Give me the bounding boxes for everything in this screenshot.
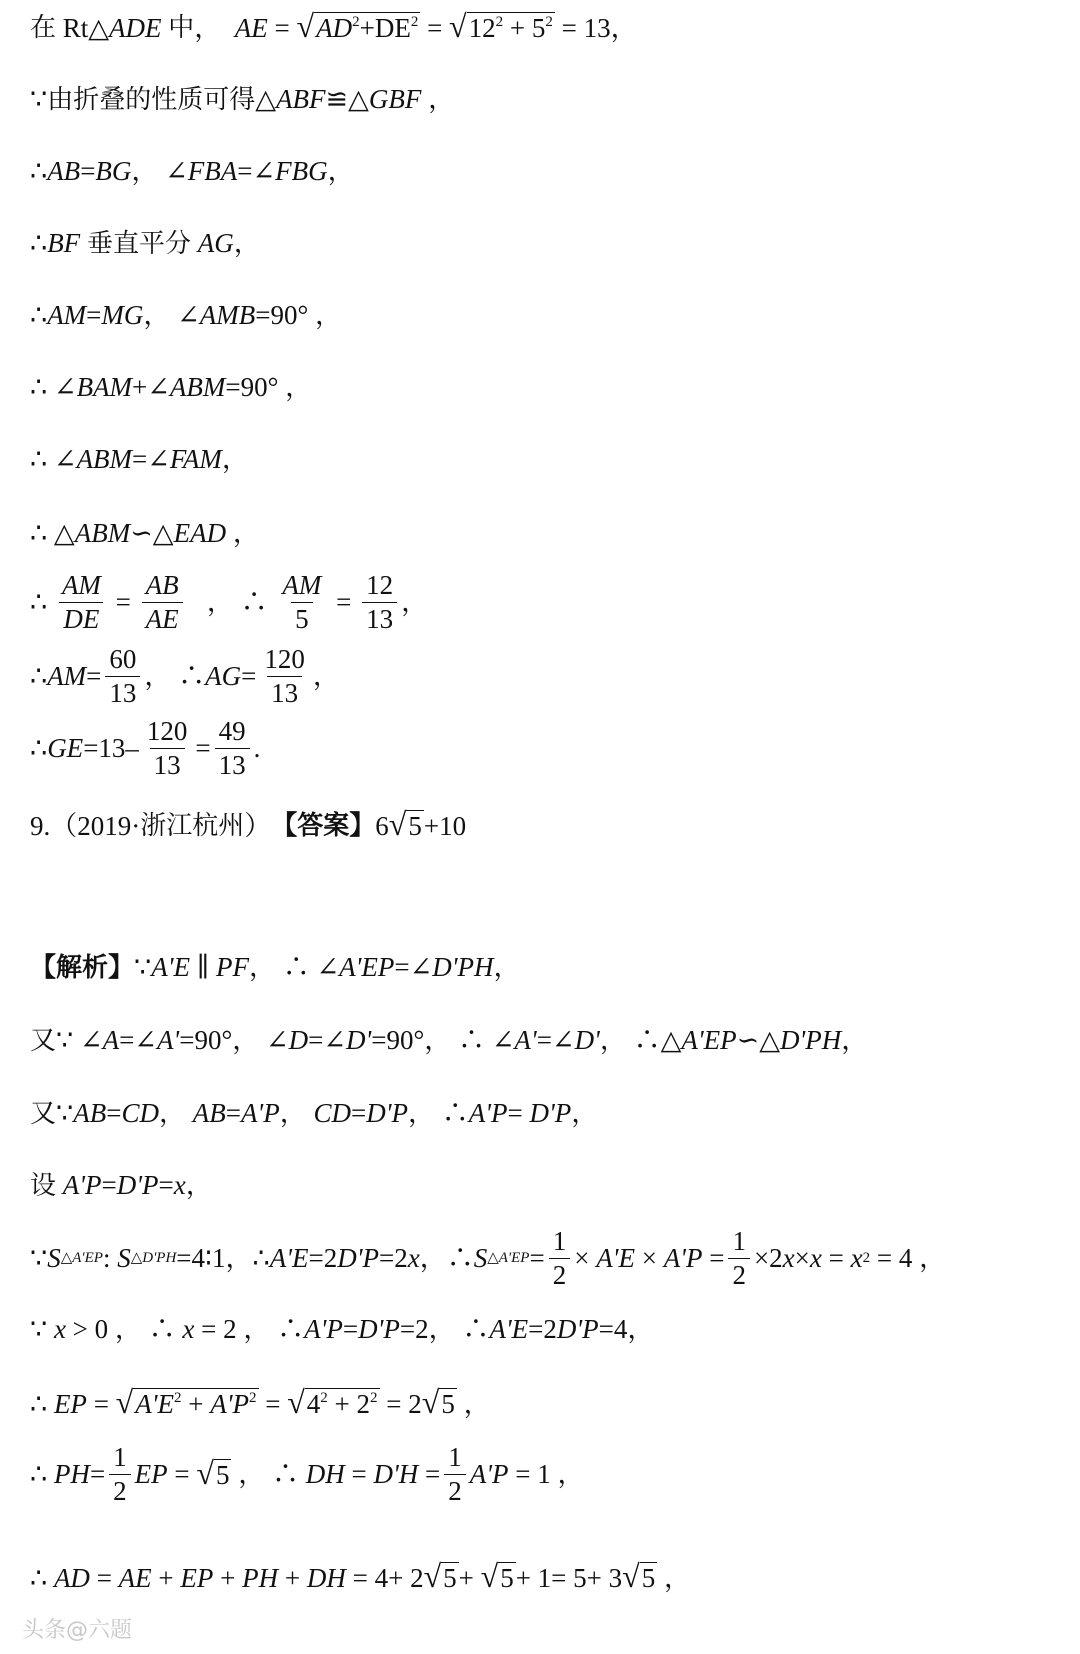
line-fold-congruent: ∵ 由折叠的性质可得 △ ABF ≌△ GBF ，	[30, 84, 456, 115]
line-am-mg: ∴ AM = MG ， ∠ AMB =90° ，	[30, 300, 343, 330]
line-ge-value: ∴ GE =13– $\frac{120}{13}$ = $\frac{49}{13}$ .	[30, 716, 261, 780]
line-angle-equal: ∴ ∠ ABM =∠ FAM ，	[30, 444, 249, 474]
line-am-ag-values: ∴ AM = $\frac{60}{13}$ ， ∴ AG = $\frac{120}{13}$ ，	[30, 644, 340, 708]
watermark-text: 头条@六题	[22, 1618, 133, 1643]
line-right-angles: 又 ∵ ∠ A =∠ A' =90°， ∠ D =∠ D' =90°， ∴ ∠ A' =∠ D' ， ∴△ A'EP ∽△ D'PH ，	[30, 1025, 869, 1056]
line-equal-sides: 又 ∵ AB = CD ， AB = A'P ， CD = D'P ， ∴ A'P = D'P ，	[30, 1098, 599, 1129]
line-x-value: ∵ x > 0 ， ∴ x = 2 ， ∴ A'P = D'P =2， ∴ A'E =2 D'P =4，	[30, 1314, 655, 1344]
line-let-x: 设 A'P = D'P = x ，	[30, 1170, 213, 1201]
line-bf-bisects: ∴ BF 垂直平分 AG ，	[30, 228, 261, 259]
line-ratio: ∴ $\frac{AM}{DE}$ = $\frac{AB}{AE}$ ， ∴ $\frac{AM}{5}$ = $\frac{12}{13}$ ，	[30, 570, 429, 634]
line-ph-dh: ∴ PH = $\frac{1}{2}$ EP = √ 5 ， ∴ DH = D'H = $\frac{1}{2}$ A'P = 1 ，	[30, 1442, 585, 1506]
line-angle-sum: ∴ ∠ BAM +∠ ABM =90° ，	[30, 372, 313, 402]
line-ab-bg: ∴ AB = BG ， ∠ FBA =∠ FBG ，	[30, 156, 355, 186]
line-analysis-start: 【解析】 ∵ A'E ∥ PF ， ∴ ∠ A'EP =∠ D'PH ，	[30, 952, 521, 983]
line-pythagoras-ae: 在 Rt△ ADE 中 ， AE = √ $AD^2+DE^2$ = √ $12^2 + 5^2$ = 13，	[30, 8, 638, 44]
line-similar: ∴ △ ABM ∽△ EAD ，	[30, 518, 260, 548]
line-ad-total: ∴ AD = AE + EP + PH + DH = 4+ 2 √ 5 + √ 5 + 1= 5+ 3 √ 5 ，	[30, 1558, 691, 1594]
line-area-ratio: ∵ S △A'EP : S △D'PH =4∶1，∴ A'E =2 D'P =2 x ，∴ S △A'EP = $\frac{1}{2}$ × A'E × A'P = $\frac{1}{2}$ ×2 x × x = x 2 = 4 ，	[30, 1226, 947, 1290]
line-ep-value: ∴ EP = √ $A'E^2 + A'P^2$ = √ $4^2 + 2^2$ = 2 √ 5 ，	[30, 1384, 491, 1420]
line-q9-answer: 9.（2019· 浙江杭州 ） 【答案】 6 √ 5 +10	[30, 806, 467, 842]
